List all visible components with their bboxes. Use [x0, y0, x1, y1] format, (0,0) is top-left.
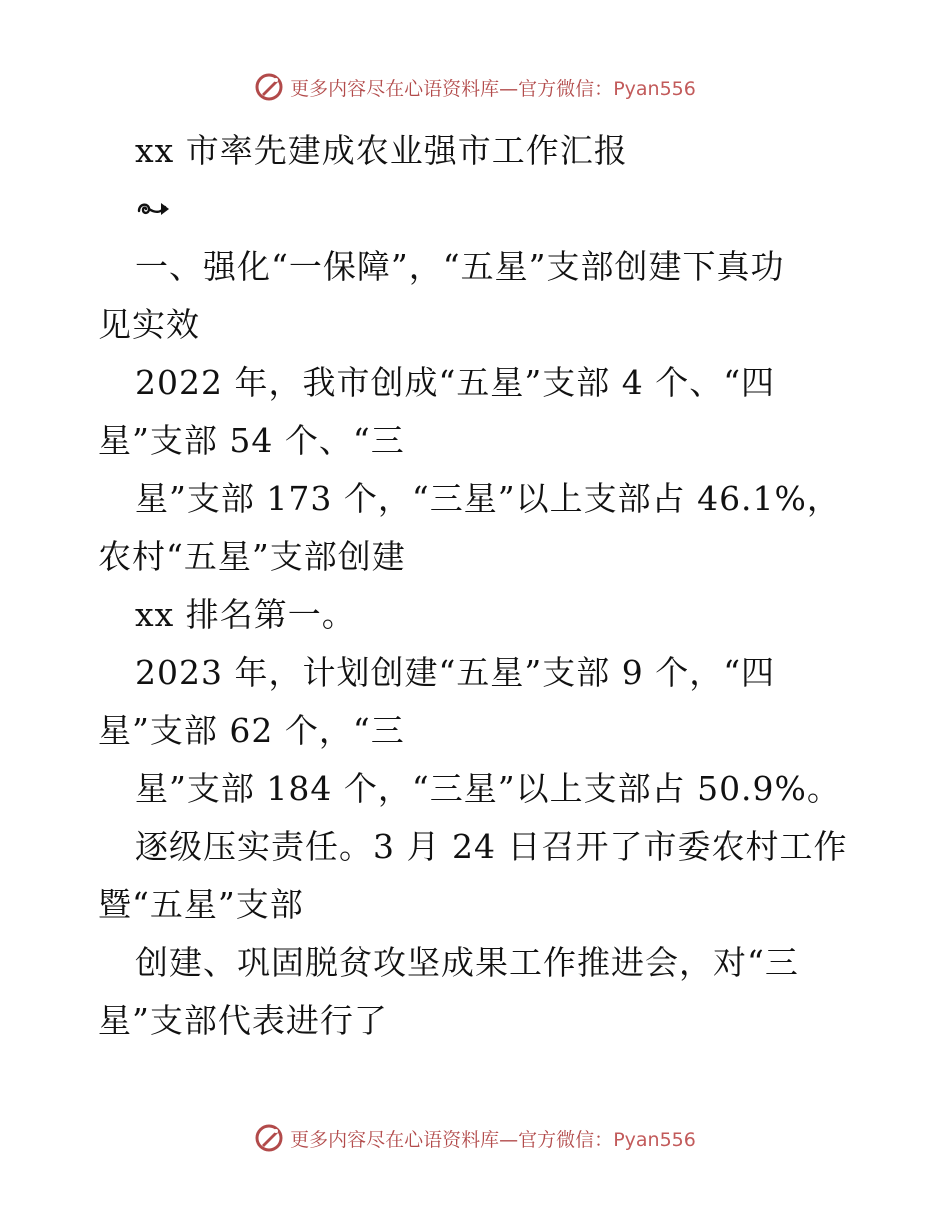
paragraph-line: xx 排名第一。 [135, 595, 356, 634]
paragraph-line: 星”支部代表进行了 [98, 1001, 388, 1040]
watermark-wechat-label: 官方微信： [518, 1128, 614, 1151]
paragraph-line: 农村“五星”支部创建 [98, 537, 406, 576]
watermark-separator: — [499, 1128, 519, 1151]
paragraph-line: 星”支部 173 个，“三星”以上支部占 46.1%， [135, 479, 841, 518]
ornament-row [98, 180, 858, 238]
paragraph-line: 暨“五星”支部 [98, 885, 304, 924]
pen-logo-icon [254, 1123, 284, 1153]
header-watermark [0, 72, 950, 102]
flourish-ornament-icon [135, 197, 175, 221]
paragraph-line: 创建、巩固脱贫攻坚成果工作推进会，对“三 [135, 943, 799, 982]
watermark-text: 更多内容尽在心语资料库 [290, 1128, 500, 1151]
watermark-wechat-id: Pyan556 [613, 1128, 696, 1151]
pen-logo-icon [254, 72, 284, 102]
watermark-separator: — [499, 77, 519, 100]
paragraph-line: 星”支部 62 个，“三 [98, 711, 405, 750]
watermark-text: 更多内容尽在心语资料库 [290, 77, 500, 100]
paragraph-line: 星”支部 54 个、“三 [98, 421, 405, 460]
paragraph-line: 逐级压实责任。3 月 24 日召开了市委农村工作 [135, 827, 848, 866]
section-heading-line-1: 一、强化“一保障”，“五星”支部创建下真功 [135, 247, 785, 286]
paragraph-line: 2023 年，计划创建“五星”支部 9 个，“四 [135, 653, 776, 692]
watermark-wechat-id: Pyan556 [613, 77, 696, 100]
paragraph-line: 2022 年，我市创成“五星”支部 4 个、“四 [135, 363, 776, 402]
watermark-wechat-label: 官方微信： [518, 77, 614, 100]
document-body [98, 122, 858, 1050]
paragraph-line: 星”支部 184 个，“三星”以上支部占 50.9%。 [135, 769, 841, 808]
footer-watermark [0, 1123, 950, 1153]
document-title: xx 市率先建成农业强市工作汇报 [135, 131, 628, 170]
section-heading-line-2: 见实效 [98, 305, 200, 344]
